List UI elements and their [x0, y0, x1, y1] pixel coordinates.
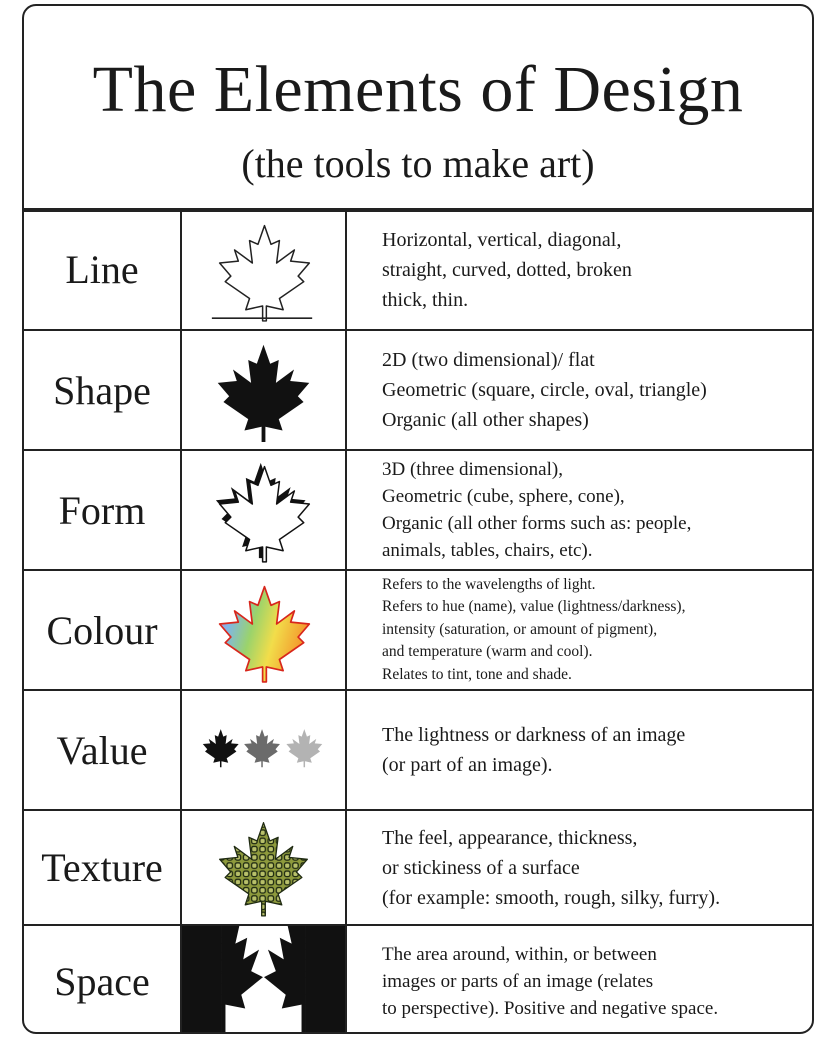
header — [24, 6, 812, 212]
term-colour: Colour — [24, 571, 182, 689]
page-subtitle: (the tools to make art) — [241, 141, 595, 186]
maple-leaf-outline-icon — [182, 210, 347, 329]
desc-colour-text: intensity (saturation, or amount of pigment), — [382, 620, 658, 638]
elements-of-design-chart — [22, 4, 814, 1034]
maple-leaf-3d-icon — [182, 451, 347, 569]
term-space: Space — [24, 926, 182, 1034]
desc-line — [382, 210, 802, 329]
row-value — [24, 689, 812, 809]
desc-texture-text: (for example: smooth, rough, silky, furry). — [382, 886, 721, 909]
desc-form-text: Geometric (cube, sphere, cone), — [382, 486, 625, 507]
row-line — [24, 208, 812, 329]
desc-value-text: The lightness or darkness of an image — [382, 724, 686, 746]
desc-texture-text: or stickiness of a surface — [382, 856, 580, 879]
term-line: Line — [24, 210, 182, 329]
term-shape: Shape — [24, 331, 182, 449]
desc-space-text: to perspective). Positive and negative space. — [382, 997, 719, 1019]
maple-leaf-textured-icon — [182, 811, 347, 924]
term-form: Form — [24, 451, 182, 569]
desc-form — [382, 451, 802, 569]
desc-form-text: 3D (three dimensional), — [382, 459, 563, 480]
desc-line-text: Horizontal, vertical, diagonal, — [382, 228, 622, 251]
page-title: The Elements of Design — [92, 53, 744, 126]
row-space — [24, 924, 812, 1034]
desc-space-text: images or parts of an image (relates — [382, 970, 654, 992]
desc-form-text: animals, tables, chairs, etc). — [382, 540, 593, 561]
desc-form-text: Organic (all other forms such as: people, — [382, 513, 692, 534]
maple-leaf-negative-space-icon — [182, 926, 347, 1034]
desc-value-text: (or part of an image). — [382, 754, 553, 776]
maple-leaf-solid-icon — [182, 331, 347, 449]
row-colour — [24, 569, 812, 689]
desc-space — [382, 926, 802, 1034]
desc-line-text: thick, thin. — [382, 288, 469, 311]
desc-colour-text: and temperature (warm and cool). — [382, 643, 593, 661]
term-texture: Texture — [24, 811, 182, 924]
maple-leaf-value-scale-icon — [182, 691, 347, 809]
term-value: Value — [24, 691, 182, 809]
desc-value — [382, 691, 802, 809]
desc-shape-text: Organic (all other shapes) — [382, 409, 589, 431]
desc-colour-text: Refers to the wavelengths of light. — [382, 575, 596, 593]
desc-texture — [382, 811, 802, 924]
desc-shape-text: Geometric (square, circle, oval, triangle) — [382, 379, 707, 401]
row-shape — [24, 329, 812, 449]
desc-line-text: straight, curved, dotted, broken — [382, 258, 632, 281]
desc-colour-text: Refers to hue (name), value (lightness/darkness), — [382, 598, 686, 616]
row-texture — [24, 809, 812, 924]
desc-texture-text: The feel, appearance, thickness, — [382, 826, 638, 849]
desc-shape-text: 2D (two dimensional)/ flat — [382, 349, 595, 371]
maple-leaf-gradient-icon — [182, 571, 347, 689]
desc-shape — [382, 331, 802, 449]
desc-colour — [382, 571, 802, 689]
desc-colour-text: Relates to tint, tone and shade. — [382, 665, 572, 683]
row-form — [24, 449, 812, 569]
desc-space-text: The area around, within, or between — [382, 943, 657, 965]
